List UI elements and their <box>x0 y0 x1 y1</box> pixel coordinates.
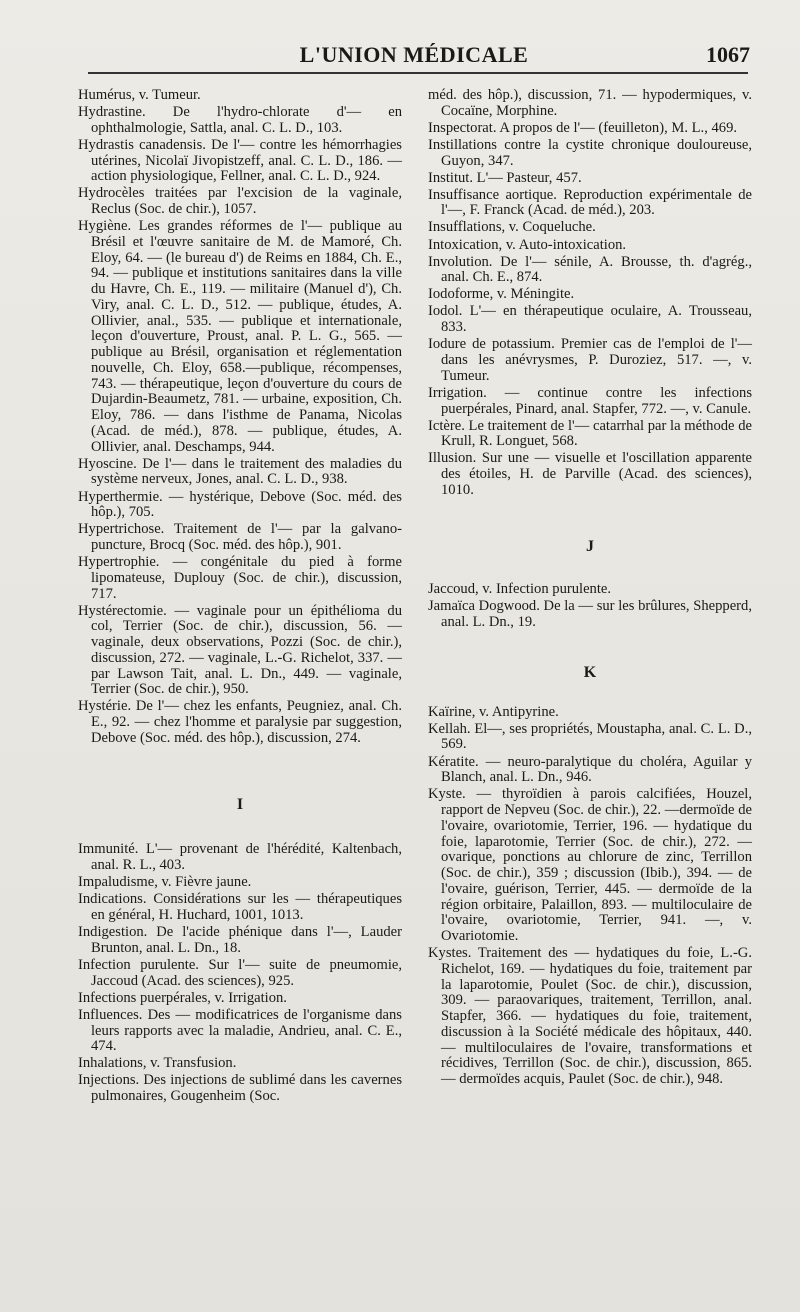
journal-title: L'UNION MÉDICALE <box>299 42 529 67</box>
index-entry: Hydrastis canadensis. De l'— contre les hémorrhagies utérines, Nicolaï Jivopistzeff, anal. C. L. D., 186. — action physiologique, Fellner, anal. C. L. D., 924. <box>78 136 402 185</box>
index-entry: Illusion. Sur une — visuelle et l'oscillation apparente des étoiles, H. de Parville (Acad. des sciences), 1010. <box>428 450 752 498</box>
entries-i-continued <box>428 88 752 499</box>
index-entry: Hygiène. Les grandes réformes de l'— publique au Brésil et l'œuvre sanitaire de M. de Mamoré, Ch. Eloy, 64. — (le bureau d') de Reims en 1884, Ch. E., 94. — publique et institutions sanitaires dans la ville du Havre, Ch. E., 119. — militaire (Manuel d'), Ch. Viry, anal. C. L. D., 512. — publique, études, A. Ollivier, anal., 535. — publique et internationale, leçon d'ouverture, Proust, anal. P. L. G., 565. — publique au Brésil, organisation et réglementation nouvelle, Ch. Eloy, 658.—publique, récompenses, 743. — thérapeutique, leçon d'ouverture du cours de Dujardin-Beaumetz, 781. — urbaine, exposition, Ch. Eloy, 786. — dans l'isthme de Panama, Nicolas (Acad. de méd.), 878. — publique, études, A. Ollivier, anal. Deschamps, 944. <box>78 218 402 455</box>
entries-i <box>78 842 402 1104</box>
index-entry: Influences. Des — modificatrices de l'organisme dans leurs rapports avec la maladie, Andrieu, anal. C. E., 474. <box>78 1006 402 1055</box>
index-entry: Hydrastine. De l'hydro-chlorate d'— en ophthalmologie, Sattla, anal. C. L. D., 103. <box>78 104 402 136</box>
section-letter-k: K <box>583 663 597 681</box>
index-entry: Insuffisance aortique. Reproduction expérimentale de l'—, F. Franck (Acad. de méd.), 203. <box>428 186 752 219</box>
index-entry: Indigestion. De l'acide phénique dans l'—, Lauder Brunton, anal. L. Dn., 18. <box>78 924 402 956</box>
index-entry: Hypertrichose. Traitement de l'— par la galvano-puncture, Brocq (Soc. méd. des hôp.), 901. <box>78 521 402 554</box>
index-entry: Hystérectomie. — vaginale pour un épithélioma du col, Terrier (Soc. de chir.), discussion, 56. — vaginale, deux observations, Pozzi (Soc. de chir.), discussion, 272. — vaginale, L.-G. Richelot, 337. — par Lawson Tait, anal. L. Dn., 449. — vaginale, Terrier (Soc. de chir.), 950. <box>78 602 402 698</box>
index-entry: Jamaïca Dogwood. De la — sur les brûlures, Shepperd, anal. L. Dn., 19. <box>428 598 752 631</box>
index-entry: Kyste. — thyroïdien à parois calcifiées, Houzel, rapport de Nepveu (Soc. de chir.), 22. —dermoïde de l'ovaire, ovariotomie, Terrier, 196. — hydatique du foie, laparotomie, Terrier (Soc. de chir.), 272. — ovarique, ponctions au chlorure de zinc, Terrillon (Soc. de chir.), 359 ; discussion (Ibib.), 394. — de l'ovaire, guérison, Terrier, 445. — dermoïde de la région orbitaire, Palaillon, 893. — multiloculaire de l'ovaire, ovariotomie, Terrier, 941. —, v. Ovariotomie. <box>428 786 752 945</box>
index-entry: Inspectorat. A propos de l'— (feuilleton), M. L., 469. <box>428 119 738 136</box>
index-entry: Institut. L'— Pasteur, 457. <box>428 169 582 186</box>
index-entry: Involution. De l'— sénile, A. Brousse, th. d'agrég., anal. Ch. E., 874. <box>428 253 752 286</box>
index-entry: Immunité. L'— provenant de l'hérédité, Kaltenbach, anal. R. L., 403. <box>78 841 402 874</box>
index-entry: Intoxication, v. Auto-intoxication. <box>428 236 627 253</box>
index-entry: Iodure de potassium. Premier cas de l'emploi de l'— dans les anévrysmes, P. Duroziez, 517. —, v. Tumeur. <box>428 336 752 384</box>
section-letter-j: J <box>586 537 594 555</box>
index-entry: Impaludisme, v. Fièvre jaune. <box>78 874 252 891</box>
index-entry: Iodol. L'— en thérapeutique oculaire, A. Trousseau, 833. <box>428 303 752 336</box>
index-entry: méd. des hôp.), discussion, 71. — hypodermiques, v. Cocaïne, Morphine. <box>428 87 752 119</box>
index-entry: Hypertrophie. — congénitale du pied à forme lipomateuse, Duplouy (Soc. de chir.), discussion, 717. <box>78 554 402 602</box>
page-number: 1067 <box>706 42 750 67</box>
index-entry: Jaccoud, v. Infection purulente. <box>428 581 612 598</box>
index-entry: Humérus, v. Tumeur. <box>78 87 201 103</box>
index-entry: Indications. Considérations sur les — thérapeutiques en général, H. Huchard, 1001, 1013. <box>78 891 402 924</box>
index-entry: Kératite. — neuro-paralytique du choléra, Aguilar y Blanch, anal. L. Dn., 946. <box>428 753 752 786</box>
index-entry: Hyoscine. De l'— dans le traitement des maladies du système nerveux, Jones, anal. C. L. D., 938. <box>78 455 402 488</box>
header-rule <box>88 72 748 74</box>
index-entry: Hystérie. De l'— chez les enfants, Peugniez, anal. Ch. E., 92. — chez l'homme et paralysie par suggestion, Debove (Soc. méd. des hôp.), discussion, 274. <box>78 698 402 746</box>
index-entry: Kaïrine, v. Antipyrine. <box>428 703 559 720</box>
index-entry: Hyperthermie. — hystérique, Debove (Soc. méd. des hôp.), 705. <box>78 488 402 521</box>
index-entry: Kystes. Traitement des — hydatiques du foie, L.-G. Richelot, 169. — hydatiques du foie, traitement par la laparotomie, Poulet (Soc. de chir.), discussion, 309. — paraovariques, traitement, Terrillon, anal. Stapfer, 366. — hydatiques du foie, traitement, discussion à la Société médicale des hôpitaux, 440. — multiloculaires de l'ovaire, transformations et récidives, Terrillon (Soc. de chir.), discussion, 865. — dermoïdes acquis, Paulet (Soc. de chir.), 948. <box>428 945 752 1088</box>
index-entry: Inhalations, v. Transfusion. <box>78 1055 237 1072</box>
index-entry: Instillations contre la cystite chronique douloureuse, Guyon, 347. <box>428 136 752 169</box>
entries-j <box>428 582 752 631</box>
entries-h <box>78 88 402 747</box>
index-entry: Kellah. El—, ses propriétés, Moustapha, anal. C. L. D., 569. <box>428 720 752 753</box>
section-letter-i: I <box>236 795 244 813</box>
index-entry: Ictère. Le traitement de l'— catarrhal par la méthode de Krull, R. Longuet, 568. <box>428 417 752 450</box>
left-column <box>78 88 402 1106</box>
index-entry: Insufflations, v. Coqueluche. <box>428 219 596 236</box>
running-header <box>78 42 750 72</box>
index-entry: Hydrocèles traitées par l'excision de la vaginale, Reclus (Soc. de chir.), 1057. <box>78 185 402 218</box>
index-entry: Infection purulente. Sur l'— suite de pneumomie, Jaccoud (Acad. des sciences), 925. <box>78 956 402 989</box>
index-entry: Infections puerpérales, v. Irrigation. <box>78 989 287 1006</box>
right-column <box>428 88 752 1089</box>
index-entry: Irrigation. — continue contre les infections puerpérales, Pinard, anal. Stapfer, 772. —, v. Canule. <box>428 384 752 417</box>
entries-k <box>428 705 752 1088</box>
index-entry: Injections. Des injections de sublimé dans les cavernes pulmonaires, Gougenheim (Soc. <box>78 1072 402 1105</box>
index-entry: Iodoforme, v. Méningite. <box>428 286 575 303</box>
